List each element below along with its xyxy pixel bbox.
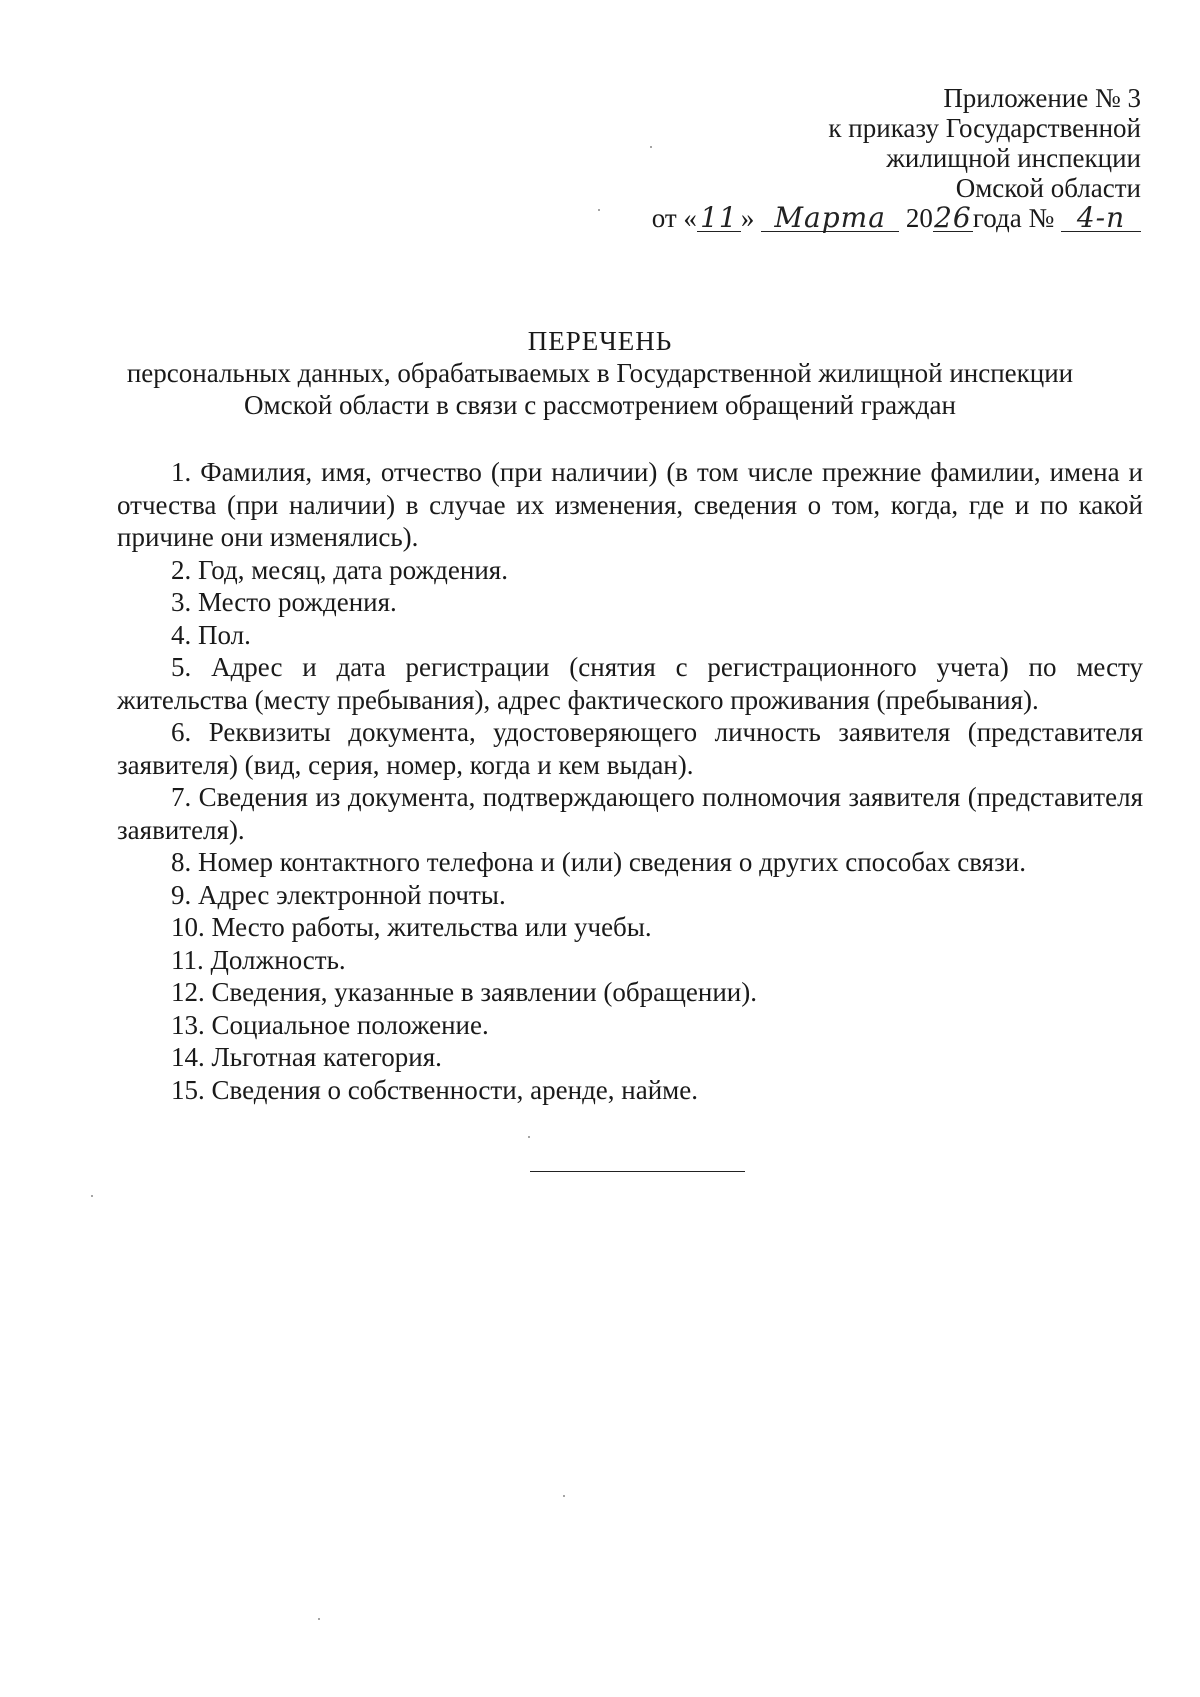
date-prefix: от «	[651, 203, 697, 233]
day-blank	[697, 201, 741, 234]
list-item: 4. Пол.	[171, 619, 251, 650]
list-item: 2. Год, месяц, дата рождения.	[171, 554, 508, 585]
page-title: ПЕРЕЧЕНЬ	[527, 326, 673, 356]
list-item: 9. Адрес электронной почты.	[171, 879, 506, 910]
scan-speck	[528, 1136, 530, 1138]
year-blank	[933, 201, 973, 234]
scan-speck	[563, 1495, 565, 1497]
items-list	[117, 456, 1143, 1106]
list-item: 7. Сведения из документа, подтверждающего полномочия заявителя (представителя заявителя).	[117, 782, 1143, 845]
list-item: 14. Льготная категория.	[171, 1042, 442, 1072]
title-subtitle-line: персональных данных, обрабатываемых в Государственной жилищной инспекции	[126, 358, 1074, 388]
appendix-header	[652, 83, 1141, 233]
appendix-line: к приказу Государственной	[828, 113, 1141, 143]
number-blank	[1061, 201, 1141, 234]
list-item: 3. Место рождения.	[171, 587, 397, 617]
day-close: »	[740, 203, 755, 233]
handwritten-month: Марта	[774, 201, 886, 234]
list-item: 5. Адрес и дата регистрации (снятия с регистрационного учета) по месту жительства (месту пребывания), адрес фактического проживания (пребывания).	[117, 652, 1143, 715]
handwritten-day: 11	[700, 201, 738, 234]
appendix-line: жилищной инспекции	[886, 143, 1141, 173]
list-item: 6. Реквизиты документа, удостоверяющего личность заявителя (представителя заявителя) (вид, серия, номер, когда и кем выдан).	[117, 717, 1143, 780]
document-title	[0, 325, 1200, 421]
order-date-line	[652, 203, 1141, 233]
list-item: 1. Фамилия, имя, отчество (при наличии) (в том числе прежние фамилии, имена и отчества (при наличии) в случае их изменения, сведения о том, когда, где и по какой причине они изменялись).	[117, 457, 1143, 552]
year-prefix: 20	[905, 203, 933, 233]
list-item: 15. Сведения о собственности, аренде, найме.	[171, 1074, 698, 1105]
scan-speck	[91, 1195, 93, 1197]
list-item: 11. Должность.	[171, 944, 346, 975]
handwritten-number: 4-п	[1076, 201, 1126, 234]
year-word: года №	[972, 203, 1055, 233]
handwritten-year: 26	[934, 201, 972, 234]
scan-speck	[318, 1618, 320, 1620]
scan-speck	[650, 146, 652, 148]
appendix-line: Омской области	[955, 173, 1141, 203]
scan-speck	[598, 209, 600, 211]
end-divider	[530, 1171, 745, 1172]
title-subtitle-line: Омской области в связи с рассмотрением обращений граждан	[244, 390, 956, 420]
list-item: 13. Социальное положение.	[171, 1009, 489, 1040]
list-item: 12. Сведения, указанные в заявлении (обращении).	[171, 977, 757, 1007]
month-blank	[761, 201, 899, 234]
appendix-line: Приложение № 3	[943, 83, 1141, 113]
list-item: 10. Место работы, жительства или учебы.	[171, 912, 652, 942]
list-item: 8. Номер контактного телефона и (или) сведения о других способах связи.	[171, 847, 1026, 877]
